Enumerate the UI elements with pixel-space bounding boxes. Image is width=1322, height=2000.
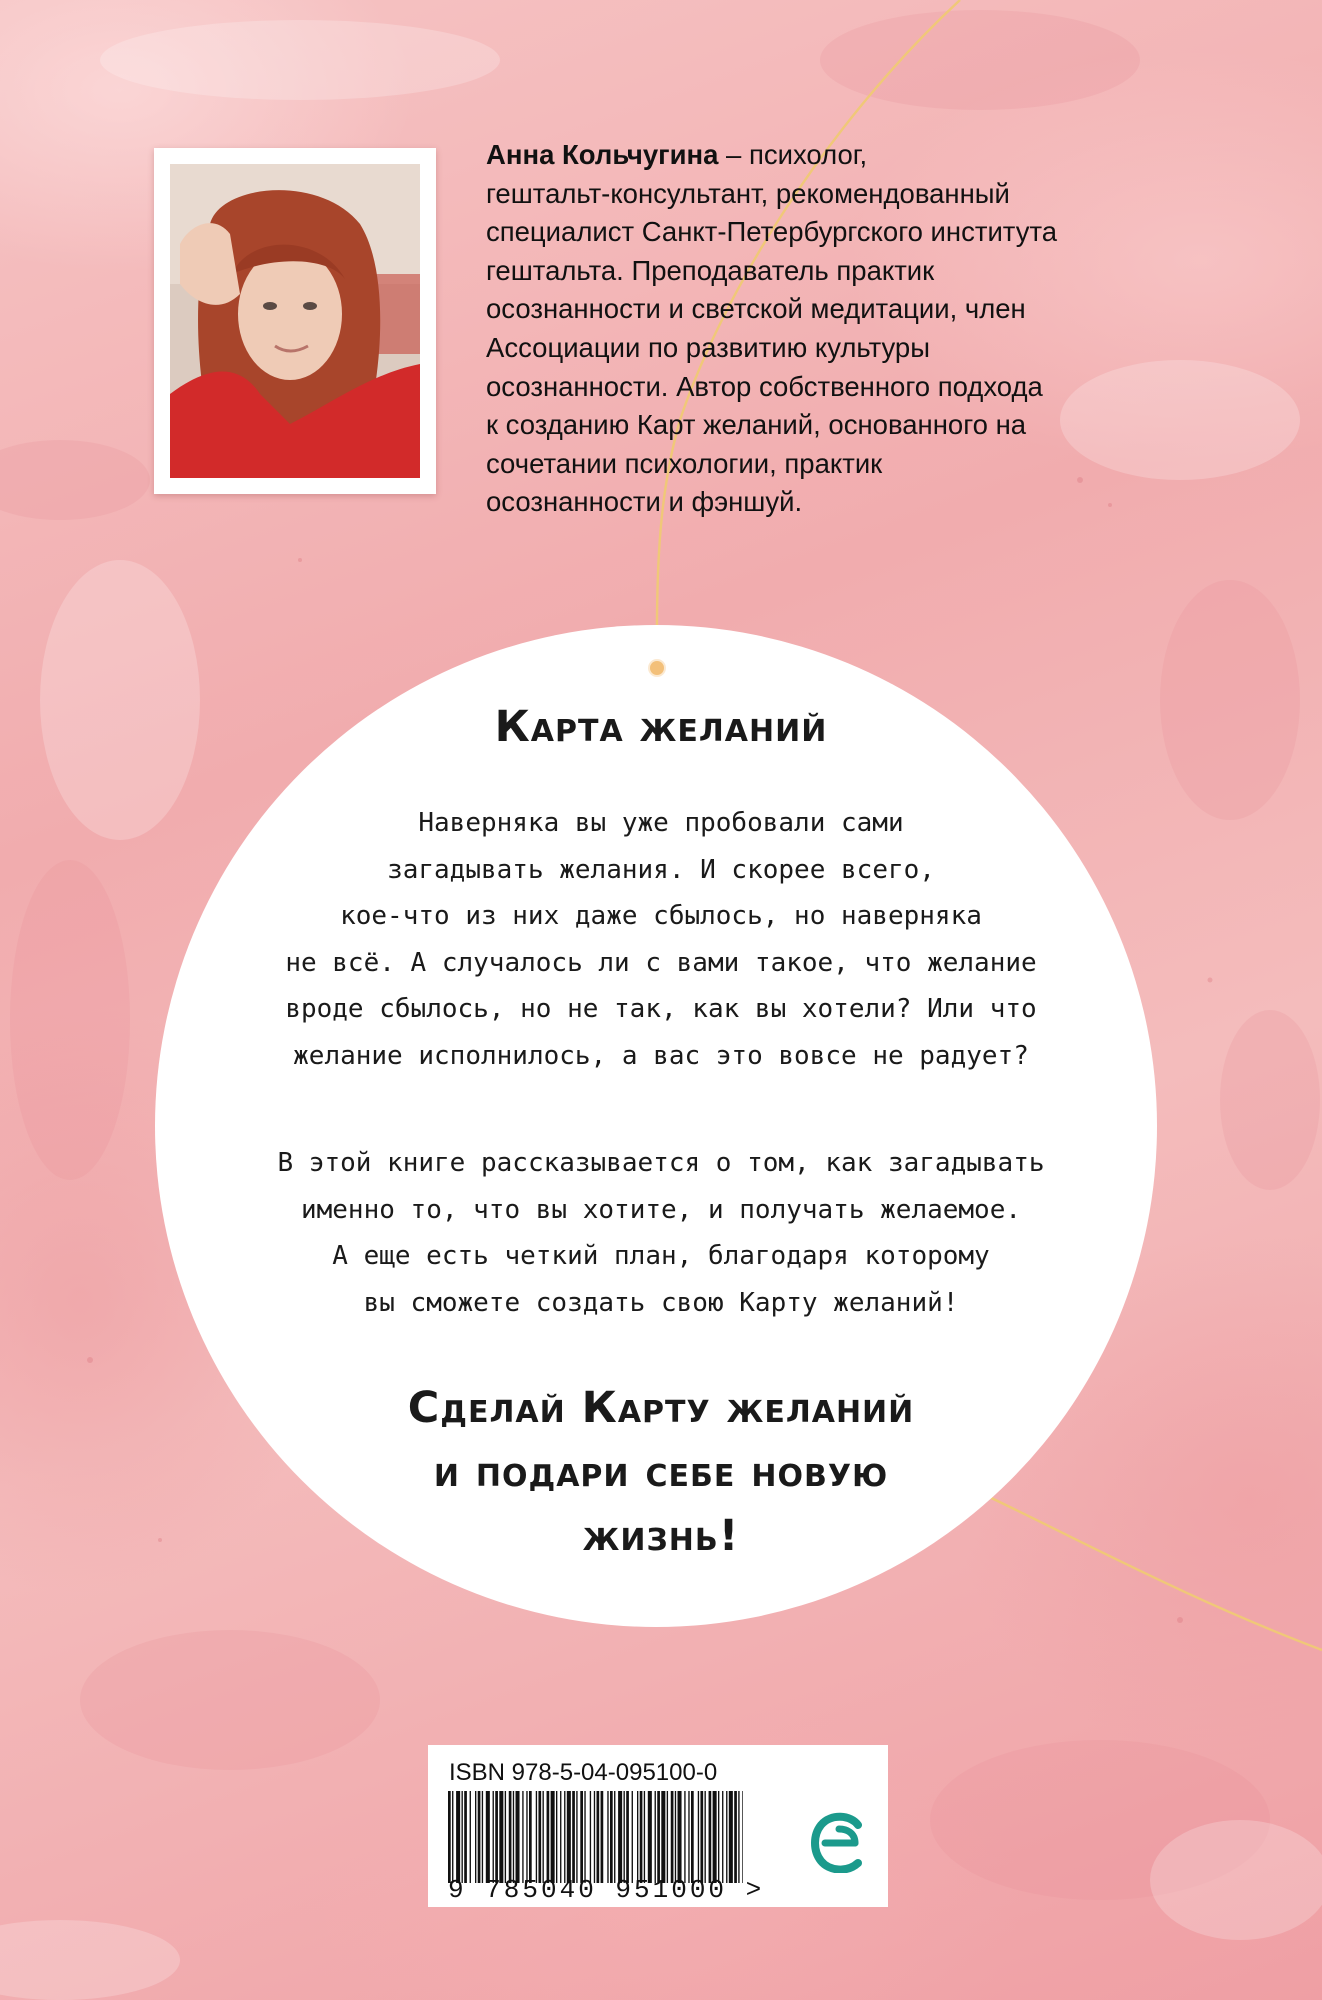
barcode-bar: [640, 1791, 643, 1883]
bio-line: – психолог,: [718, 139, 868, 170]
barcode-bar: [610, 1791, 613, 1883]
barcode-bar: [688, 1791, 689, 1883]
barcode-bar: [657, 1791, 660, 1883]
description-paragraph-1: [0, 800, 1322, 1079]
barcode-bar: [684, 1791, 685, 1883]
barcode-bar: [738, 1791, 739, 1883]
barcode-bar: [478, 1791, 481, 1883]
bio-line: к созданию Карт желаний, основанного на: [486, 409, 1027, 441]
paragraph-line: именно то, что вы хотите, и получать желаемое.: [300, 1194, 1022, 1225]
barcode-bar: [626, 1791, 629, 1883]
barcode-bar: [475, 1791, 476, 1883]
book-title: Карта желаний: [494, 702, 828, 752]
barcode-bar: [624, 1791, 625, 1883]
paragraph-line: А еще есть четкий план, благодаря которому: [332, 1241, 990, 1271]
author-portrait-icon: [170, 164, 420, 478]
barcode-bar: [560, 1791, 561, 1883]
paragraph-line: кое-что из них даже сбылось, но наверняка: [340, 901, 982, 931]
barcode-bar: [691, 1791, 694, 1883]
barcode-bar: [529, 1791, 532, 1883]
paragraph-line: вы сможете создать свою Карту желаний!: [363, 1287, 959, 1318]
barcode-bar: [470, 1791, 471, 1883]
author-photo: [170, 164, 420, 478]
barcode-bar: [538, 1791, 541, 1883]
barcode-bar: [614, 1791, 615, 1883]
bio-line: Ассоциации по развитию культуры: [486, 331, 930, 363]
barcode-bar: [700, 1791, 703, 1883]
barcode-bar: [495, 1791, 498, 1883]
barcode-bar: [536, 1791, 537, 1883]
bio-line: сочетании психологии, практик: [486, 447, 883, 479]
bio-line: осознанности. Автор собственного подхода: [486, 370, 1043, 402]
barcode-bar: [556, 1791, 557, 1883]
barcode-bar: [486, 1791, 490, 1883]
barcode-bar: [482, 1791, 483, 1883]
barcode-bar: [601, 1791, 604, 1883]
barcode-bar: [713, 1791, 717, 1883]
barcode-bar: [462, 1791, 463, 1883]
barcode-bar: [655, 1791, 656, 1883]
barcode-bar: [648, 1791, 652, 1883]
paragraph-line: не всё. А случалось ли с вами такое, что желание: [285, 947, 1037, 978]
barcode-bar: [509, 1791, 512, 1883]
barcode-bar: [709, 1791, 712, 1883]
barcode-bar: [576, 1791, 577, 1883]
barcode-bar: [594, 1791, 595, 1883]
description-paragraph-2: [0, 1140, 1322, 1326]
bio-line: специалист Санкт-Петербургского института: [486, 216, 1058, 248]
slogan: [0, 1376, 1322, 1568]
barcode-bar: [637, 1791, 638, 1883]
barcode-bar: [452, 1791, 453, 1883]
bio-line: осознанности и светской медитации, член: [486, 293, 1026, 325]
barcode-bar: [734, 1791, 737, 1883]
barcode-bar: [742, 1791, 743, 1883]
pin-dot-icon: [650, 661, 664, 675]
barcode-bar: [590, 1791, 591, 1883]
paragraph-line: загадывать желания. И скорее всего,: [387, 854, 935, 885]
barcode-bar: [448, 1791, 451, 1883]
barcode-bar: [722, 1791, 723, 1883]
barcode-bar: [513, 1791, 514, 1883]
barcode-bar: [464, 1791, 467, 1883]
barcode-digits: 9 785040 951000 >: [448, 1875, 765, 1905]
barcode-bar: [705, 1791, 706, 1883]
barcode-bar: [597, 1791, 600, 1883]
bio-line: гештальта. Преподаватель практик: [486, 254, 935, 286]
slogan-line: Сделай Карту желаний: [407, 1383, 915, 1433]
bio-line: осознанности и фэншуй.: [486, 486, 803, 518]
paragraph-line: желание исполнилось, а вас это вовсе не радует?: [293, 1040, 1029, 1071]
paragraph-line: Наверняка вы уже пробовали сами: [418, 808, 904, 838]
barcode-bar: [543, 1791, 544, 1883]
slogan-line: и подари себе новую: [433, 1447, 889, 1497]
barcode-bar: [661, 1791, 665, 1883]
barcode-bar: [456, 1791, 460, 1883]
author-photo-frame: [154, 148, 436, 494]
paragraph-line: В этой книге рассказывается о том, как загадывать: [277, 1148, 1045, 1178]
barcode-bar: [671, 1791, 674, 1883]
barcode-bar: [632, 1791, 633, 1883]
barcode-bar: [718, 1791, 719, 1883]
barcode-bar: [644, 1791, 645, 1883]
slogan-line: жизнь!: [582, 1511, 740, 1561]
barcode-bar: [675, 1791, 676, 1883]
barcode-box: [428, 1745, 888, 1907]
barcode-bar: [526, 1791, 527, 1883]
barcode-bar: [667, 1791, 668, 1883]
bio-line: гештальт-консультант, рекомендованный: [486, 177, 1010, 209]
eksmo-logo-icon: [811, 1811, 867, 1873]
barcode-bar: [729, 1791, 733, 1883]
barcode-bar: [516, 1791, 520, 1883]
paragraph-line: вроде сбылось, но не так, как вы хотели? Или что: [285, 994, 1037, 1024]
barcode-bar: [607, 1791, 608, 1883]
isbn-label: ISBN 978-5-04-095100-0: [449, 1759, 718, 1786]
barcode-bar: [551, 1791, 555, 1883]
author-name: Анна Кольчугина: [486, 139, 719, 170]
barcode-bars: [448, 1791, 743, 1883]
barcode-bar: [698, 1791, 699, 1883]
barcode-bar: [726, 1791, 727, 1883]
barcode-bar: [547, 1791, 550, 1883]
barcode-bar: [618, 1791, 622, 1883]
barcode-bar: [678, 1791, 682, 1883]
barcode-bar: [499, 1791, 503, 1883]
barcode-bar: [493, 1791, 494, 1883]
barcode-bar: [572, 1791, 575, 1883]
barcode-bar: [567, 1791, 571, 1883]
barcode-bar: [564, 1791, 565, 1883]
author-bio: [486, 136, 1166, 522]
barcode-bar: [505, 1791, 506, 1883]
barcode-bar: [584, 1791, 585, 1883]
barcode-bar: [580, 1791, 583, 1883]
barcode-bar: [522, 1791, 523, 1883]
